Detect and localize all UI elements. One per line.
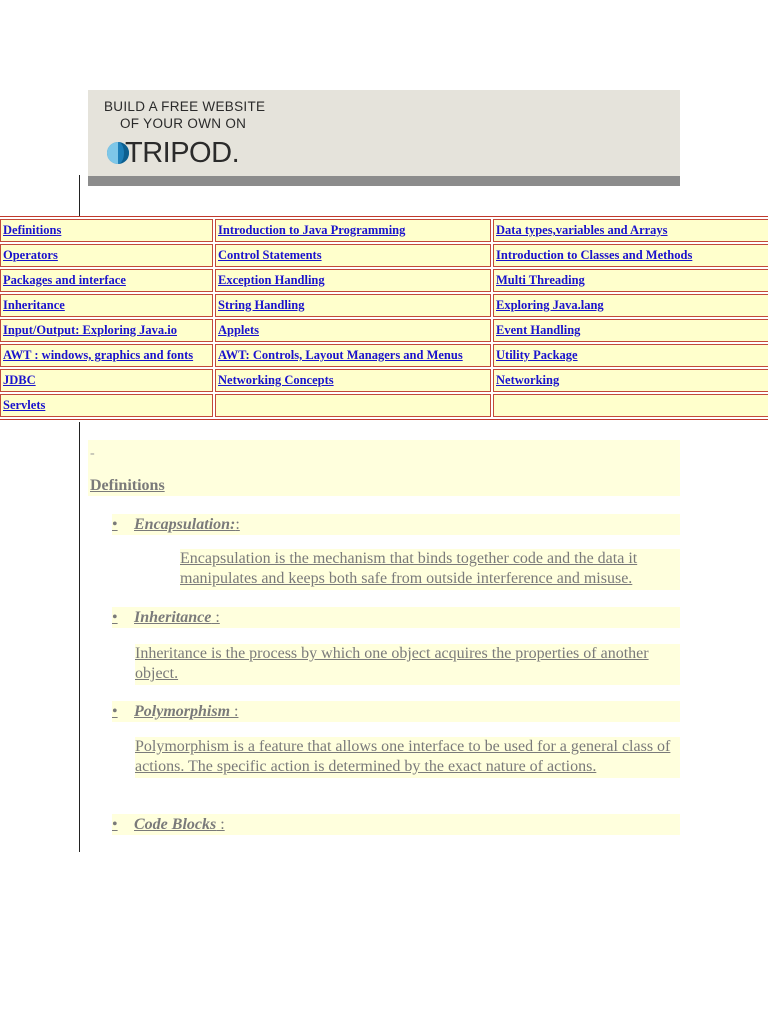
nav-link-applets[interactable]: Applets (218, 323, 259, 337)
nav-link-definitions[interactable]: Definitions (3, 223, 62, 237)
nav-cell (0, 319, 213, 342)
nav-cell (215, 344, 491, 367)
nav-cell (215, 294, 491, 317)
bullet-icon: • (112, 703, 118, 720)
nav-cell (0, 394, 213, 417)
nav-link-data-types-variables-and-arrays[interactable]: Data types,variables and Arrays (496, 223, 668, 237)
nav-row (0, 394, 768, 417)
nav-link-networking-concepts[interactable]: Networking Concepts (218, 373, 334, 387)
dash-marker: - (90, 446, 95, 461)
nav-row (0, 344, 768, 367)
nav-link-input-output-exploring-java-io[interactable]: Input/Output: Exploring Java.io (3, 323, 178, 337)
term-label: Inheritance (134, 609, 212, 626)
tripod-ad-banner[interactable] (88, 90, 680, 186)
nav-cell (0, 294, 213, 317)
term-code-blocks[interactable] (112, 814, 680, 835)
nav-cell (493, 219, 768, 242)
nav-link-utility-package[interactable]: Utility Package (496, 348, 578, 362)
banner-line-1: BUILD A FREE WEBSITE (104, 99, 266, 114)
nav-cell (0, 244, 213, 267)
term-suffix: : (211, 609, 220, 626)
nav-cell (215, 319, 491, 342)
term-label: Encapsulation: (134, 516, 236, 533)
nav-cell (0, 219, 213, 242)
tripod-brand-dot: . (231, 137, 240, 169)
nav-link-networking[interactable]: Networking (496, 373, 560, 387)
nav-cell (493, 269, 768, 292)
nav-row (0, 369, 768, 392)
nav-row (0, 294, 768, 317)
content-area (88, 440, 680, 833)
nav-link-control-statements[interactable]: Control Statements (218, 248, 322, 262)
nav-link-exception-handling[interactable]: Exception Handling (218, 273, 325, 287)
desc-polymorphism[interactable]: Polymorphism is a feature that allows one interface to be used for a general class of actions. The specific action is determined by the exact nature of actions. (135, 737, 680, 778)
nav-link-multi-threading[interactable]: Multi Threading (496, 273, 585, 287)
nav-link-operators[interactable]: Operators (3, 248, 58, 262)
term-inheritance[interactable] (112, 607, 680, 628)
nav-cell (493, 244, 768, 267)
bullet-icon: • (112, 516, 118, 533)
term-suffix: : (216, 816, 225, 833)
nav-cell (215, 369, 491, 392)
banner-text (104, 98, 265, 132)
nav-cell (215, 269, 491, 292)
vertical-rule-top (79, 175, 80, 216)
banner-line-2: OF YOUR OWN ON (120, 116, 247, 131)
desc-inheritance[interactable]: Inheritance is the process by which one object acquires the properties of another object. (135, 644, 680, 685)
nav-row (0, 219, 768, 242)
nav-link-exploring-java-lang[interactable]: Exploring Java.lang (496, 298, 604, 312)
nav-row (0, 244, 768, 267)
nav-link-introduction-to-java-programming[interactable]: Introduction to Java Programming (218, 223, 406, 237)
bullet-icon: • (112, 609, 118, 626)
nav-row (0, 269, 768, 292)
vertical-rule-bottom (79, 422, 80, 852)
term-encapsulation[interactable] (112, 514, 680, 535)
nav-cell (215, 394, 491, 417)
nav-link-packages-and-interface[interactable]: Packages and interface (3, 273, 126, 287)
term-label: Polymorphism (134, 703, 231, 720)
nav-row (0, 319, 768, 342)
nav-cell (215, 219, 491, 242)
tripod-wordmark (125, 137, 239, 169)
nav-cell (493, 344, 768, 367)
nav-cell (493, 319, 768, 342)
topic-nav-table (0, 216, 768, 420)
nav-cell (0, 344, 213, 367)
nav-cell (493, 369, 768, 392)
nav-link-introduction-to-classes-and-methods[interactable]: Introduction to Classes and Methods (496, 248, 693, 262)
section-header-block (88, 440, 680, 496)
term-suffix: : (235, 516, 240, 533)
nav-link-servlets[interactable]: Servlets (3, 398, 46, 412)
bullet-icon: • (112, 816, 118, 833)
term-suffix: : (230, 703, 239, 720)
nav-link-awt-controls-layout-managers-and-menus[interactable]: AWT: Controls, Layout Managers and Menus (218, 348, 463, 362)
nav-cell (215, 244, 491, 267)
nav-cell (493, 294, 768, 317)
tripod-brand: TRIPOD (125, 137, 232, 169)
nav-link-inheritance[interactable]: Inheritance (3, 298, 65, 312)
term-label: Code Blocks (134, 816, 217, 833)
term-polymorphism[interactable] (112, 701, 680, 722)
nav-link-jdbc[interactable]: JDBC (3, 373, 36, 387)
nav-cell (0, 369, 213, 392)
desc-encapsulation[interactable]: Encapsulation is the mechanism that binds together code and the data it manipulates and keeps both safe from outside interference and misuse. (180, 549, 680, 590)
nav-cell (0, 269, 213, 292)
nav-cell (493, 394, 768, 417)
nav-link-awt-windows-graphics-and-fonts[interactable]: AWT : windows, graphics and fonts (3, 348, 194, 362)
nav-link-event-handling[interactable]: Event Handling (496, 323, 581, 337)
section-heading-definitions[interactable]: Definitions (90, 477, 165, 494)
nav-link-string-handling[interactable]: String Handling (218, 298, 305, 312)
